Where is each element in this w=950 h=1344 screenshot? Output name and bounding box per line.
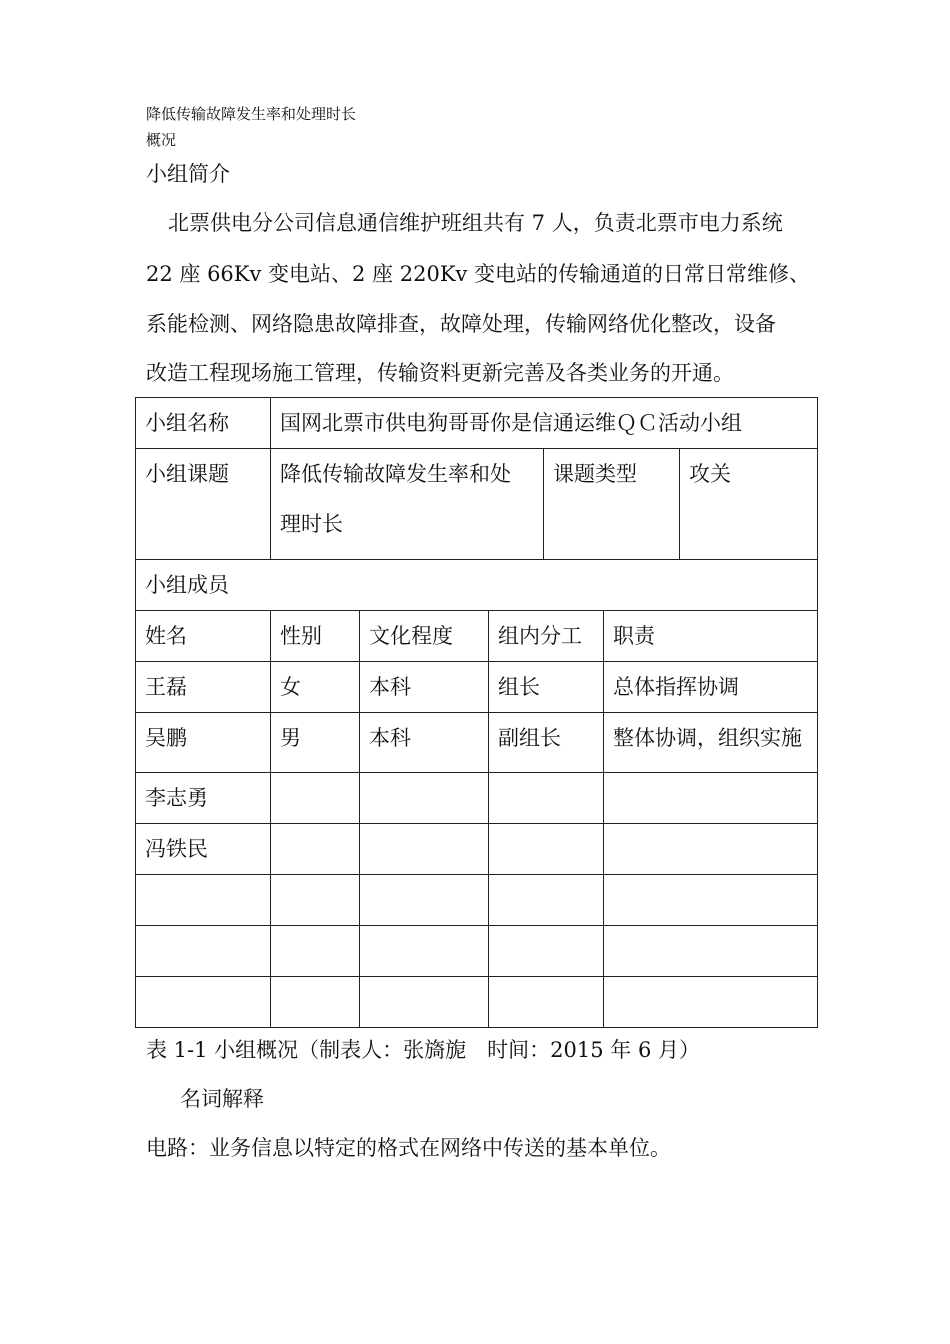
member-gender (271, 773, 360, 824)
header-gender: 性别 (271, 611, 360, 662)
intro-line-4: 改造工程现场施工管理，传输资料更新完善及各类业务的开通。 (146, 361, 734, 385)
table-row (136, 662, 818, 713)
table-row (136, 824, 818, 875)
intro-line-1: 北票供电分公司信息通信维护班组共有 7 人，负责北票市电力系统 (168, 211, 783, 235)
member-education: 本科 (360, 713, 489, 773)
table-row (136, 926, 818, 977)
table-caption: 表 1-1 小组概况（制表人：张旖旎 时间：2015 年 6 月） (146, 1038, 700, 1062)
doc-heading: 降低传输故障发生率和处理时长 (146, 105, 357, 123)
member-education (360, 773, 489, 824)
member-duty: 整体协调，组织实施 (604, 713, 818, 773)
members-label: 小组成员 (136, 560, 818, 611)
member-education: 本科 (360, 662, 489, 713)
member-gender: 男 (271, 713, 360, 773)
member-role (489, 977, 604, 1028)
member-name (136, 926, 271, 977)
member-duty: 总体指挥协调 (604, 662, 818, 713)
doc-subheading: 概况 (146, 131, 177, 149)
table-row (136, 773, 818, 824)
topic-type-label: 课题类型 (544, 449, 680, 560)
table-row (136, 875, 818, 926)
member-name: 吴鹏 (136, 713, 271, 773)
member-name: 王磊 (136, 662, 271, 713)
member-duty (604, 875, 818, 926)
topic-type-value: 攻关 (680, 449, 818, 560)
topic-value (271, 449, 544, 560)
member-education (360, 824, 489, 875)
member-education (360, 977, 489, 1028)
intro-line-2: 22 座 66Kv 变电站、2 座 220Kv 变电站的传输通道的日常日常维修、 (146, 262, 811, 286)
intro-line-3: 系能检测、网络隐患故障排查，故障处理，传输网络优化整改，设备 (146, 312, 776, 336)
member-role: 副组长 (489, 713, 604, 773)
member-role (489, 824, 604, 875)
topic-value-line-2: 理时长 (280, 512, 343, 536)
topic-label: 小组课题 (136, 449, 271, 560)
member-gender (271, 875, 360, 926)
member-role (489, 773, 604, 824)
member-name: 李志勇 (136, 773, 271, 824)
member-role (489, 875, 604, 926)
header-duty: 职责 (604, 611, 818, 662)
member-name: 冯铁民 (136, 824, 271, 875)
group-name-label: 小组名称 (136, 398, 271, 449)
member-education (360, 926, 489, 977)
topic-value-line-1: 降低传输故障发生率和处 (280, 462, 511, 486)
section-title: 小组简介 (146, 162, 230, 186)
member-role: 组长 (489, 662, 604, 713)
header-education: 文化程度 (360, 611, 489, 662)
header-role: 组内分工 (489, 611, 604, 662)
header-name: 姓名 (136, 611, 271, 662)
member-duty (604, 977, 818, 1028)
table-row (136, 713, 818, 773)
group-overview-table (135, 397, 818, 1028)
member-duty (604, 926, 818, 977)
table-row (136, 977, 818, 1028)
member-duty (604, 824, 818, 875)
member-duty (604, 773, 818, 824)
member-gender (271, 926, 360, 977)
member-name (136, 875, 271, 926)
member-role (489, 926, 604, 977)
member-gender: 女 (271, 662, 360, 713)
group-name-value: 国网北票市供电狗哥哥你是信通运维ＱＣ活动小组 (271, 398, 818, 449)
member-name (136, 977, 271, 1028)
glossary-item: 电路：业务信息以特定的格式在网络中传送的基本单位。 (146, 1136, 671, 1160)
member-gender (271, 824, 360, 875)
member-education (360, 875, 489, 926)
glossary-title: 名词解释 (180, 1087, 264, 1111)
member-gender (271, 977, 360, 1028)
